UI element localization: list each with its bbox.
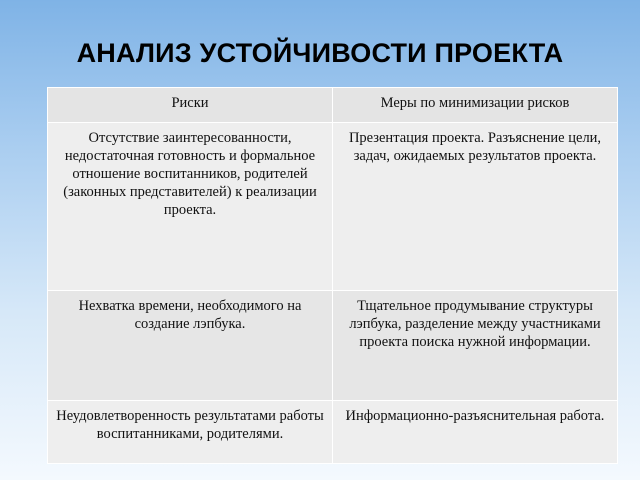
risk-cell: Нехватка времени, необходимого на создание лэпбука. (48, 291, 333, 401)
risk-cell: Неудовлетворенность результатами работы воспитанниками, родителями. (48, 401, 333, 464)
table-row (48, 401, 618, 464)
slide-title: АНАЛИЗ УСТОЙЧИВОСТИ ПРОЕКТА (76, 38, 564, 68)
header-risks: Риски (48, 88, 333, 123)
table-row (48, 123, 618, 291)
measure-cell: Тщательное продумывание структуры лэпбука, разделение между участниками проекта поиска нужной информации. (333, 291, 618, 401)
risk-cell: Отсутствие заинтересованности, недостаточная готовность и формальное отношение воспитанников, родителей (законных представителей) к реализации проекта. (48, 123, 333, 291)
table-row (48, 291, 618, 401)
risk-analysis-table (47, 87, 618, 464)
measure-cell: Презентация проекта. Разъяснение цели, задач, ожидаемых результатов проекта. (333, 123, 618, 291)
table-header-row (48, 88, 618, 123)
header-measures: Меры по минимизации рисков (333, 88, 618, 123)
measure-cell: Информационно-разъяснительная работа. (333, 401, 618, 464)
